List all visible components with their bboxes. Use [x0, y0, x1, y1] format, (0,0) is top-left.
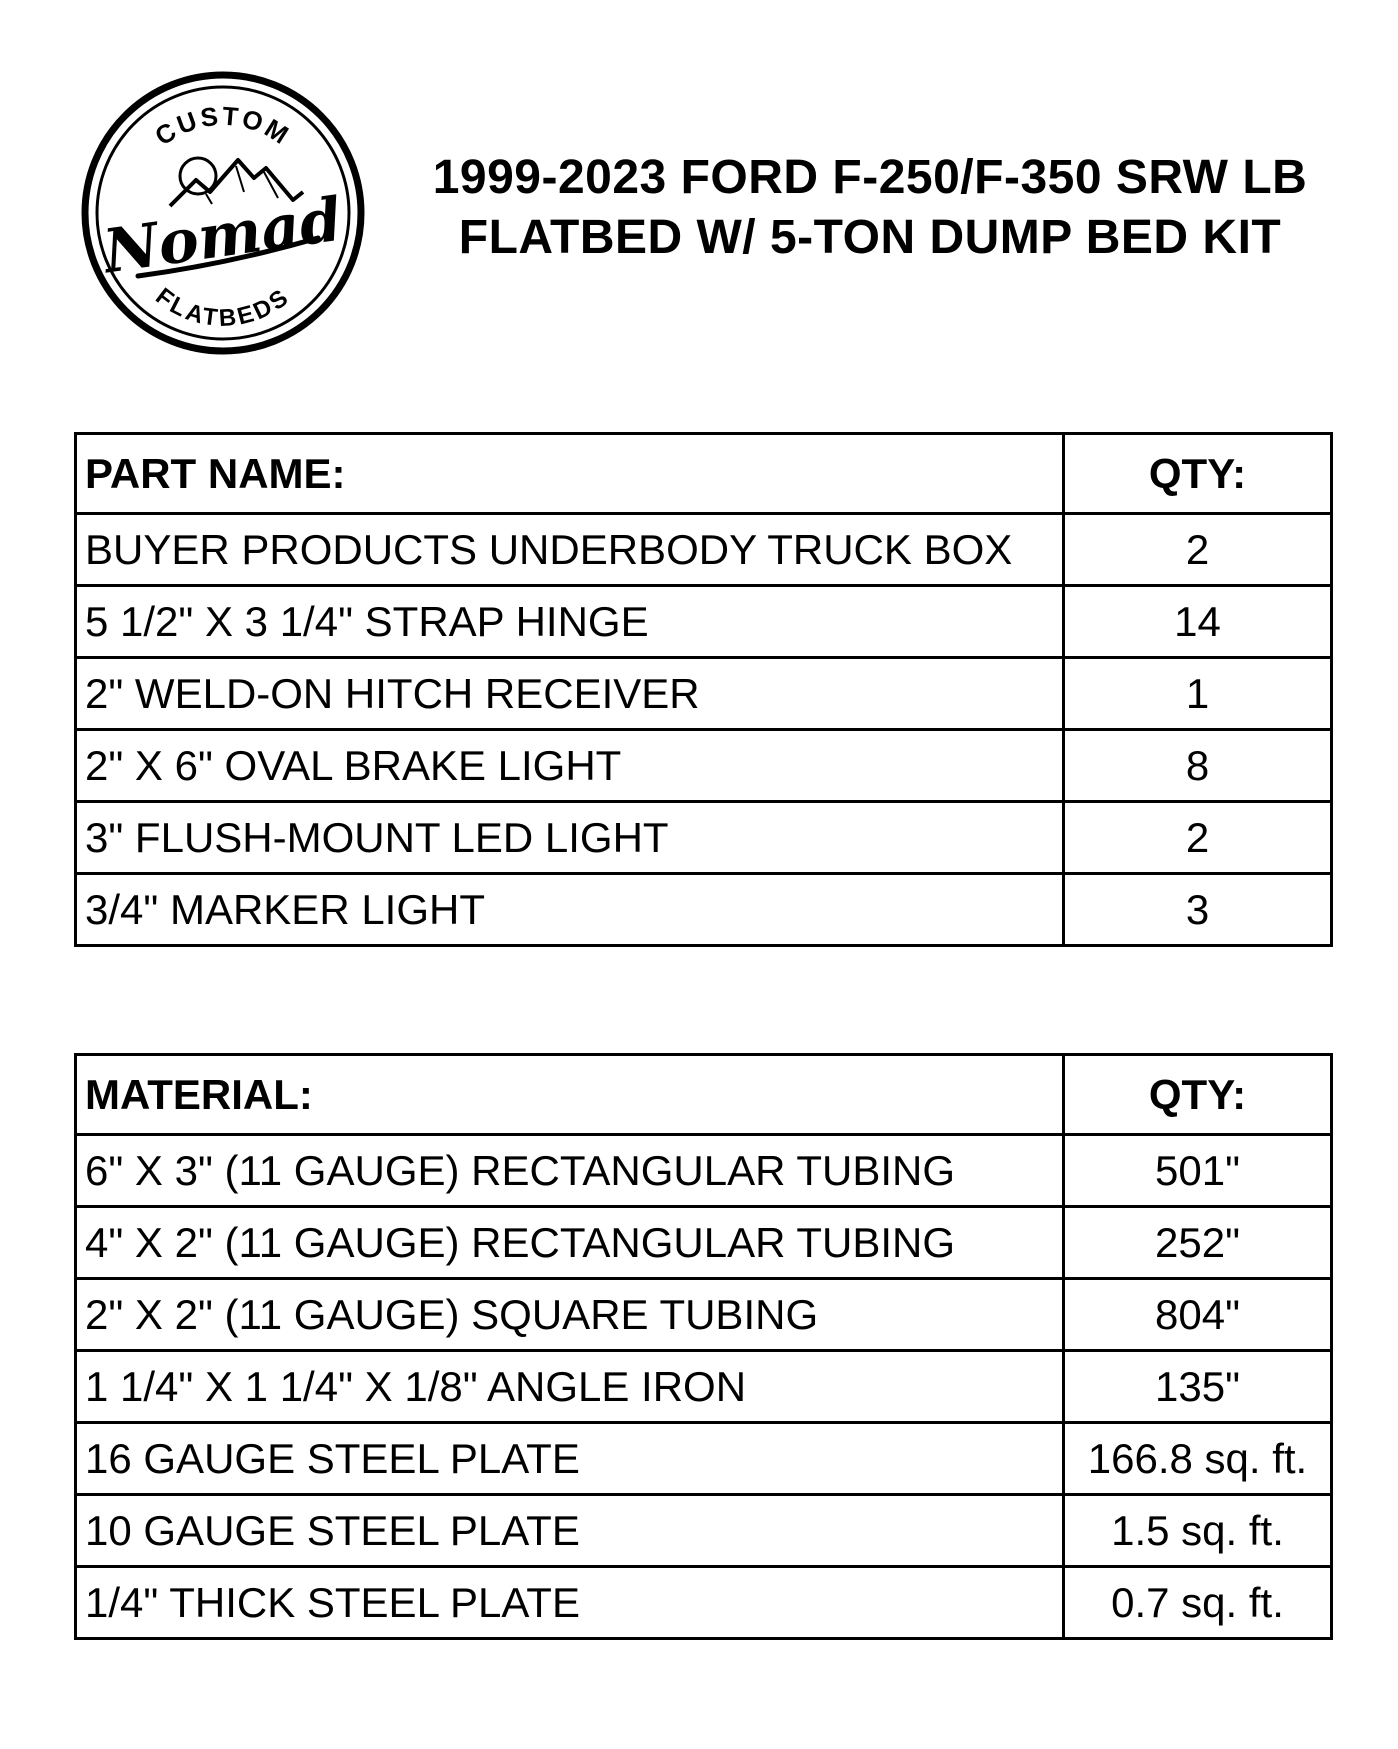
table-row — [76, 802, 1332, 874]
title-line-1: 1999-2023 FORD F-250/F-350 SRW LB — [432, 151, 1308, 204]
table-row — [76, 1423, 1332, 1495]
title-line-2: FLATBED W/ 5-TON DUMP BED KIT — [458, 211, 1282, 264]
part-qty: 8 — [1064, 730, 1332, 802]
table-row — [76, 1135, 1332, 1207]
material-name: 1/4" THICK STEEL PLATE — [76, 1567, 1064, 1639]
materials-header-row — [76, 1055, 1332, 1135]
svg-text:CUSTOM — [149, 101, 296, 152]
material-name: 2" X 2" (11 GAUGE) SQUARE TUBING — [76, 1279, 1064, 1351]
table-row — [76, 586, 1332, 658]
logo-badge — [78, 68, 368, 358]
part-name: 2" X 6" OVAL BRAKE LIGHT — [76, 730, 1064, 802]
material-qty: 166.8 sq. ft. — [1064, 1423, 1332, 1495]
material-qty: 501" — [1064, 1135, 1332, 1207]
part-name: 2" WELD-ON HITCH RECEIVER — [76, 658, 1064, 730]
table-row — [76, 514, 1332, 586]
svg-text:FLATBEDS — [151, 283, 296, 332]
part-name: BUYER PRODUCTS UNDERBODY TRUCK BOX — [76, 514, 1064, 586]
table-row — [76, 1567, 1332, 1639]
table-row — [76, 730, 1332, 802]
material-qty: 252" — [1064, 1207, 1332, 1279]
material-name: 6" X 3" (11 GAUGE) RECTANGULAR TUBING — [76, 1135, 1064, 1207]
part-qty: 3 — [1064, 874, 1332, 946]
material-name: 16 GAUGE STEEL PLATE — [76, 1423, 1064, 1495]
material-name: 10 GAUGE STEEL PLATE — [76, 1495, 1064, 1567]
table-row — [76, 1207, 1332, 1279]
part-qty: 2 — [1064, 514, 1332, 586]
part-name: 3/4" MARKER LIGHT — [76, 874, 1064, 946]
logo-top-text: CUSTOM — [149, 100, 297, 152]
table-row — [76, 1351, 1332, 1423]
part-qty: 2 — [1064, 802, 1332, 874]
table-row — [76, 1279, 1332, 1351]
parts-header-qty: QTY: — [1064, 434, 1332, 514]
material-qty: 135" — [1064, 1351, 1332, 1423]
materials-table — [74, 1053, 1333, 1640]
material-name: 4" X 2" (11 GAUGE) RECTANGULAR TUBING — [76, 1207, 1064, 1279]
parts-header-row — [76, 434, 1332, 514]
part-qty: 1 — [1064, 658, 1332, 730]
part-name: 5 1/2" X 3 1/4" STRAP HINGE — [76, 586, 1064, 658]
materials-header-qty: QTY: — [1064, 1055, 1332, 1135]
page-title — [390, 148, 1350, 268]
part-qty: 14 — [1064, 586, 1332, 658]
logo-bottom-text: FLATBEDS — [150, 282, 296, 333]
parts-header-name: PART NAME: — [76, 434, 1064, 514]
parts-table — [74, 432, 1333, 947]
table-row — [76, 1495, 1332, 1567]
logo-script-text: Nomad — [99, 184, 347, 288]
material-name: 1 1/4" X 1 1/4" X 1/8" ANGLE IRON — [76, 1351, 1064, 1423]
table-row — [76, 874, 1332, 946]
part-name: 3" FLUSH-MOUNT LED LIGHT — [76, 802, 1064, 874]
materials-header-name: MATERIAL: — [76, 1055, 1064, 1135]
table-row — [76, 658, 1332, 730]
material-qty: 0.7 sq. ft. — [1064, 1567, 1332, 1639]
material-qty: 1.5 sq. ft. — [1064, 1495, 1332, 1567]
company-logo — [78, 68, 368, 358]
material-qty: 804" — [1064, 1279, 1332, 1351]
